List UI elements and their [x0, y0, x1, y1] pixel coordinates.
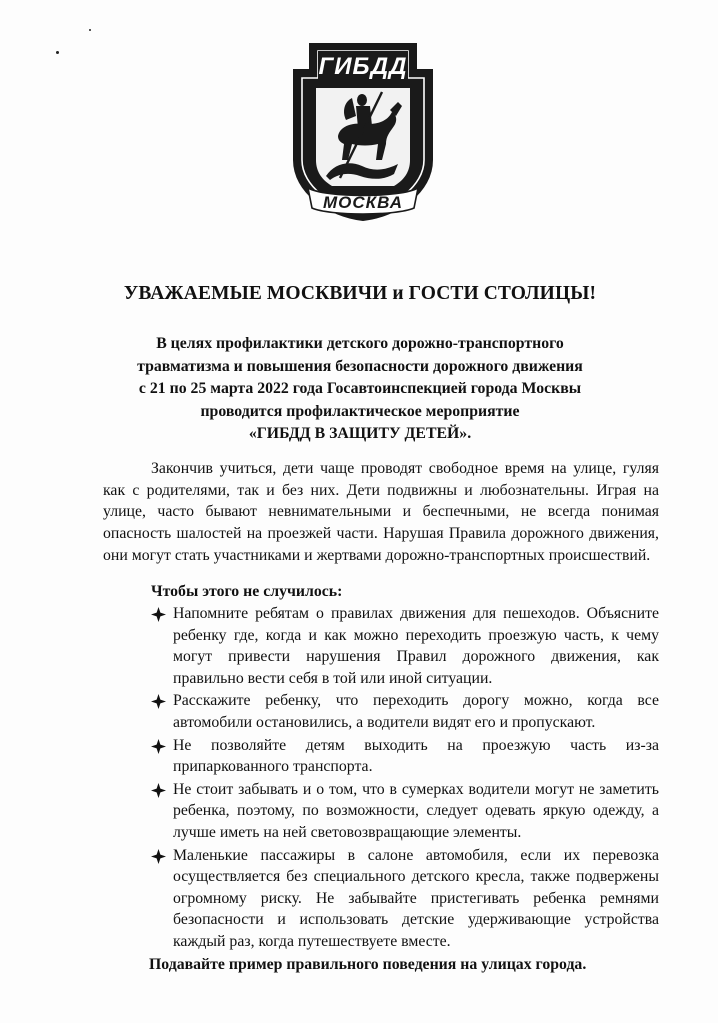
diamond-bullet-icon — [151, 694, 166, 709]
page-title: УВАЖАЕМЫЕ МОСКВИЧИ и ГОСТИ СТОЛИЦЫ! — [123, 283, 597, 304]
emblem-bottom-text: МОСКВА — [322, 193, 404, 212]
list-item-text: Маленькие пассажиры в салоне автомобиля, если их перевозка осуществляется без специального детского кресла, также подвержены огромному риску. Не забывайте пристегивать ребенка ремнями безопасности и использовать детские удерживающие устройства каждый раз, когда путешествуете вместе. — [173, 846, 659, 950]
intro-line: с 21 по 25 марта 2022 года Госавтоинспекцией города Москвы — [138, 380, 582, 397]
intro-block — [80, 333, 640, 446]
diamond-bullet-icon — [151, 849, 166, 864]
closing-line: Подавайте пример правильного поведения на улицах города. — [149, 956, 587, 973]
list-item — [151, 735, 659, 778]
intro-line: травматизма и повышения безопасности дорожного движения — [137, 357, 583, 375]
scan-speck — [56, 51, 59, 54]
diamond-bullet-icon — [151, 739, 166, 754]
scan-speck — [89, 29, 91, 31]
list-item — [151, 779, 659, 844]
list-item-text: Напомните ребятам о правилах движения для пешеходов. Объясните ребенку где, когда и как можно переходить проезжую часть, к чему могут привести нарушения Правил дорожного движения, как правильно вести себя в той или иной ситуации. — [173, 605, 659, 687]
section-subheading: Чтобы этого не случилось: — [151, 583, 343, 600]
list-item — [151, 690, 659, 733]
intro-line: В целях профилактики детского дорожно-транспортного — [156, 335, 564, 352]
list-item-text: Не стоит забывать и о том, что в сумерках водители могут не заметить ребенка, поэтому, по возможности, следует одевать яркую одежду, а лучше иметь на ней световозвращающие элементы. — [173, 780, 659, 841]
list-item — [151, 845, 659, 953]
intro-line: проводится профилактическое мероприятие — [200, 402, 520, 420]
diamond-bullet-icon — [151, 783, 166, 798]
list-item-text: Не позволяйте детям выходить на проезжую часть из-за припаркованного транспорта. — [173, 736, 659, 776]
list-item — [151, 603, 659, 689]
diamond-bullet-icon — [151, 607, 166, 622]
body-paragraph: Закончив учиться, дети чаще проводят свободное время на улице, гуляя как с родителями, так и без них. Дети подвижны и любознательны. Играя на улице, часто бывают невнимательными и беспечными, не всегда понимая опасность шалостей на проезжей части. Нарушая Правила дорожного движения, они могут стать участниками и жертвами дорожно-транспортных происшествий. — [103, 460, 659, 564]
intro-line: «ГИБДД В ЗАЩИТУ ДЕТЕЙ». — [248, 425, 472, 442]
gibdd-moscow-emblem — [286, 40, 440, 222]
list-item-text: Расскажите ребенку, что переходить дорогу можно, когда все автомобили остановились, а водители видят его и пропускают. — [173, 692, 659, 731]
emblem-top-text: ГИБДД — [318, 53, 408, 80]
advice-list — [151, 603, 659, 954]
